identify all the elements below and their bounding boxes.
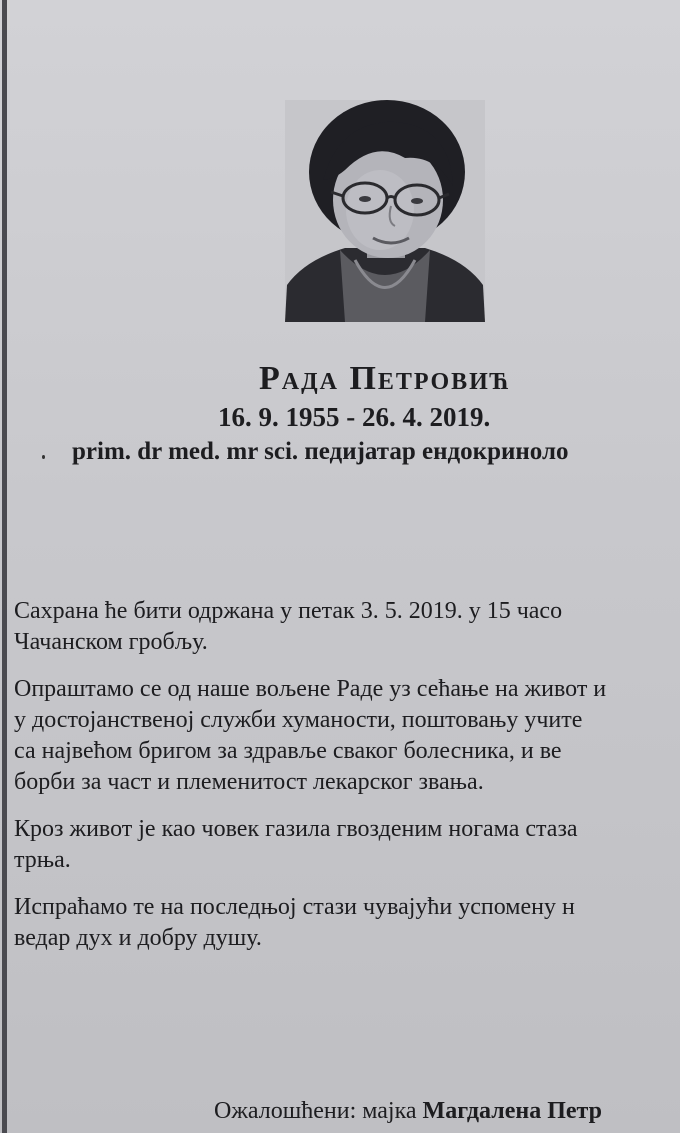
text-line: ведар дух и добру душу. [14,925,262,951]
mourners-signature [214,1098,602,1125]
deceased-name: Рада Петровић [259,360,511,397]
portrait-photo [285,100,485,322]
life-dates: 16. 9. 1955 - 26. 4. 2019. [218,402,491,432]
print-speck [42,455,45,459]
text-line: Кроз живот је као човек газила гвозденим ногама стаза [14,816,578,842]
text-line: са највећом бригом за здравље сваког болесника, и ве [14,738,562,764]
text-line: у достојанственој служби хуманости, поштовању учите [14,707,583,733]
text-line: Испраћамо те на последњој стази чувајући успомену н [14,894,575,920]
memory-paragraph [14,892,680,954]
text-line: трња. [14,847,71,873]
text-line: Сахрана ће бити одржана у петак 3. 5. 2019. у 15 часо [14,598,563,624]
obituary-body [14,596,680,970]
page-edge-line [2,0,7,1133]
signature-prefix: Ожалошћени: мајка [214,1098,423,1124]
professional-title: prim. dr med. mr sci. педијатар ендокриноло [72,438,569,465]
funeral-paragraph [14,596,680,658]
signature-name: Магдалена Петр [422,1098,602,1124]
text-line: Чачанском гробљу. [14,629,208,655]
text-line: Опраштамо се од наше вољене Раде уз сећање на живот и [14,676,607,702]
life-paragraph [14,814,680,876]
text-line: борби за част и племенитост лекарског звања. [14,769,484,795]
farewell-paragraph [14,674,680,798]
portrait-illustration [285,100,485,322]
